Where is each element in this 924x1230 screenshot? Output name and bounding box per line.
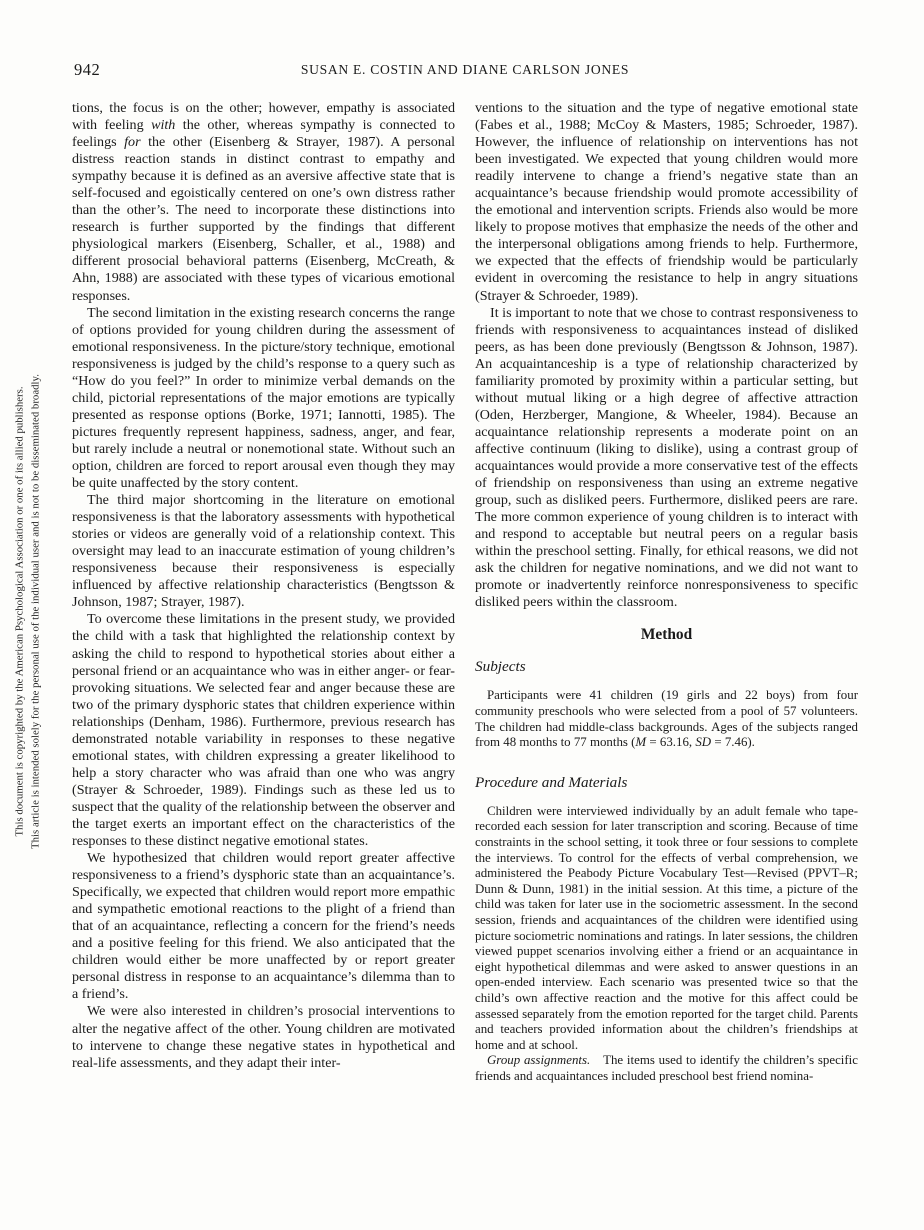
paragraph (72, 305, 455, 493)
text-columns (72, 100, 858, 1084)
section-heading-method: Method (640, 626, 693, 644)
subjects-text (475, 688, 858, 750)
text-run: Participants were 41 children (19 girls and 22 boys) from four community preschools who were selected from a pool of 57 volunteers. The children had middle-class backgrounds. Ages of the subjects ranged from 48 months to 77 months ( (475, 688, 858, 750)
paragraph (475, 305, 858, 612)
paragraph (475, 1053, 858, 1084)
italic-text-run: with (151, 117, 176, 134)
text-run: Children were interviewed individually by an adult female who tape-recorded each session for later transcription and scoring. Because of time constraints in the school setting, it took three or four sessions to complete the interviews. To control for the effects of verbal comprehension, we administered the Peabody Picture Vocabulary Test—Revised (PPVT–R; Dunn & Dunn, 1981) in the initial session. At this time, a picture of the child was taken for later use in the sociometric assessment. In the second session, friends and acquaintances of the children were identified using picture sociometric nominations and ratings. In later sessions, the children viewed puppet scenarios involving either a friend or an acquaintance in eight hypothetical dilemmas and were asked to answer questions in an open-ended interview. Each scenario was presented twice so that the child’s own affective reaction and the motive for this affect could be assessed separately from the emotion reported for the target child. Parents and teachers provided information about the children’s friendships at home and at school. (475, 803, 858, 1052)
text-run: tions, the focus is on the other; however, empathy is associated with feeling (72, 100, 455, 134)
text-run: We were also interested in children’s prosocial interventions to alter the negative affect of the other. Young children are motivated to intervene to change these negative states in hypothetical and real-life assessments, and they adapt their inter- (72, 1003, 455, 1071)
italic-text-run: SD (695, 735, 712, 750)
paragraph (475, 804, 858, 1054)
subsection-heading-procedure: Procedure and Materials (475, 773, 628, 791)
page-number: 942 (74, 60, 101, 79)
text-run: the other, whereas sympathy is connected to feelings (72, 117, 455, 151)
italic-text-run: M (635, 735, 647, 750)
text-run: We hypothesized that children would report greater affective responsiveness to a friend’s dysphoric state than an acquaintance’s. Specifically, we expected that children would report more empathic and sympathetic emotional reactions to the plight of a friend than that of an acquaintance, reflecting a concern for the friend’s needs and a positive feeling for this friend. We also anticipated that the children would either be more unaffected by or report greater personal distress in response to an acquaintance’s dilemma than to a friend’s. (72, 850, 455, 1003)
text-run: The third major shortcoming in the literature on emotional responsiveness is that the laboratory assessments with hypothetical stories or videos are generally void of a relationship context. This oversight may lead to an inaccurate estimation of young children’s responsiveness because their responsiveness is especially influenced by affective relationship characteristics (Bengtsson & Johnson, 1987; Strayer, 1987). (72, 492, 455, 611)
paragraph (72, 100, 455, 305)
subsection-heading-subjects: Subjects (475, 658, 526, 676)
right-column (475, 100, 858, 1084)
procedure-text (475, 804, 858, 1085)
text-run: the other (Eisenberg & Strayer, 1987). A personal distress reaction stands in distinct contrast to empathy and sympathy because it is defined as an aversive affective state that is self-focused and egoistically centered on one’s own distress rather than the other’s. The need to incorporate these distinctions into research is further supported by the findings that different physiological markers (Eisenberg, Schaller, et al., 1988) and different prosocial behavioral patterns (Eisenberg, McCreath, & Ahn, 1988) are associated with these types of vicarious emotional responses. (72, 134, 455, 304)
text-run: = 63.16, (646, 735, 696, 750)
text-run: It is important to note that we chose to contrast responsiveness to friends with responsiveness to acquaintances instead of disliked peers, as has been done previously (Bengtsson & Johnson, 1987). An acquaintanceship is a type of relationship characterized by familiarity promoted by proximity within a particular setting, but without mutual liking or a high degree of affective attraction (Oden, Herzberger, Mangione, & Wheeler, 1984). Because an acquaintance relationship represents a moderate point on an affective continuum (liking to dislike), using a contrast group of acquaintances would provide a more conservative test of the effects of friendship on responsiveness than using an extreme negative group, such as disliked peers. Furthermore, disliked peers are rare. The more common experience of young children is to interact with and respond to acceptable but neutral peers on a regular basis within the preschool setting. Finally, for ethical reasons, we did not ask the children for negative nominations, and we did not want to promote or inadvertently reinforce nonresponsiveness to specific disliked peers within the classroom. (475, 304, 858, 611)
paragraph (475, 688, 858, 750)
running-head: SUSAN E. COSTIN AND DIANE CARLSON JONES (300, 62, 630, 77)
text-run: To overcome these limitations in the present study, we provided the child with a task that highlighted the relationship context by asking the child to respond to hypothetical stories about either a personal friend or an acquaintance who was in either anger- or fear-provoking situations. We selected fear and anger because these are two of the primary dysphoric states that children experience within relationships (Denham, 1986). Furthermore, previous research has demonstrated notable variability in responses to these negative emotional states, with children expressing a greater likelihood to help a story character who was afraid than one who was angry (Strayer & Schroeder, 1989). Findings such as these led us to suspect that the quality of the relationship between the observer and the target exerts an important effect on the characteristics of the responses to these distinct negative emotional states. (72, 611, 455, 850)
right-column-intro (475, 100, 858, 611)
paragraph (72, 850, 455, 1003)
paragraph (475, 100, 858, 305)
left-column (72, 100, 455, 1084)
page-header (72, 60, 858, 82)
paragraph (72, 1003, 455, 1071)
paragraph (72, 492, 455, 611)
copyright-line-2: This article is intended solely for the personal use of the individual user and is not to be disseminated broadly. (29, 374, 41, 849)
text-run: The second limitation in the existing research concerns the range of options provided for young children during the assessment of emotional responsiveness. In the picture/story technique, emotional responsiveness is judged by the child’s response to a query such as “How do you feel?” In order to minimize verbal demands on the child, pictorial representations of the major emotions are typically presented as response options (Borke, 1971; Iannotti, 1985). The pictures frequently represent happiness, sadness, anger, and fear, but rarely include a neutral or nonemotional state. Without such an option, children are forced to report arousal even though they may be quite unaffected by the story content. (72, 304, 455, 492)
text-run: ventions to the situation and the type of negative emotional state (Fabes et al., 1988; McCoy & Masters, 1985; Schroeder, 1987). However, the influence of relationship on interventions has not been investigated. We expected that young children would more readily intervene to change a friend’s negative state than an acquaintance’s because friendship would promote accessibility of the emotional and intervention scripts. Friends also would be more likely to propose motives that emphasize the needs of the other and the interpersonal obligations among friends to help. Furthermore, we expected that the effects of friendship would be particularly evident in overcoming the resistance to help in angry situations (Strayer & Schroeder, 1989). (475, 100, 858, 304)
text-run: The items used to identify the children’s specific friends and acquaintances included preschool best friend nomina- (475, 1053, 858, 1083)
paragraph (72, 611, 455, 850)
text-run: = 7.46). (711, 735, 755, 750)
copyright-line-1: This document is copyrighted by the American Psychological Association or one of its allied publishers. (13, 386, 26, 837)
italic-text-run: Group assignments. (487, 1053, 591, 1068)
italic-text-run: for (124, 134, 141, 151)
